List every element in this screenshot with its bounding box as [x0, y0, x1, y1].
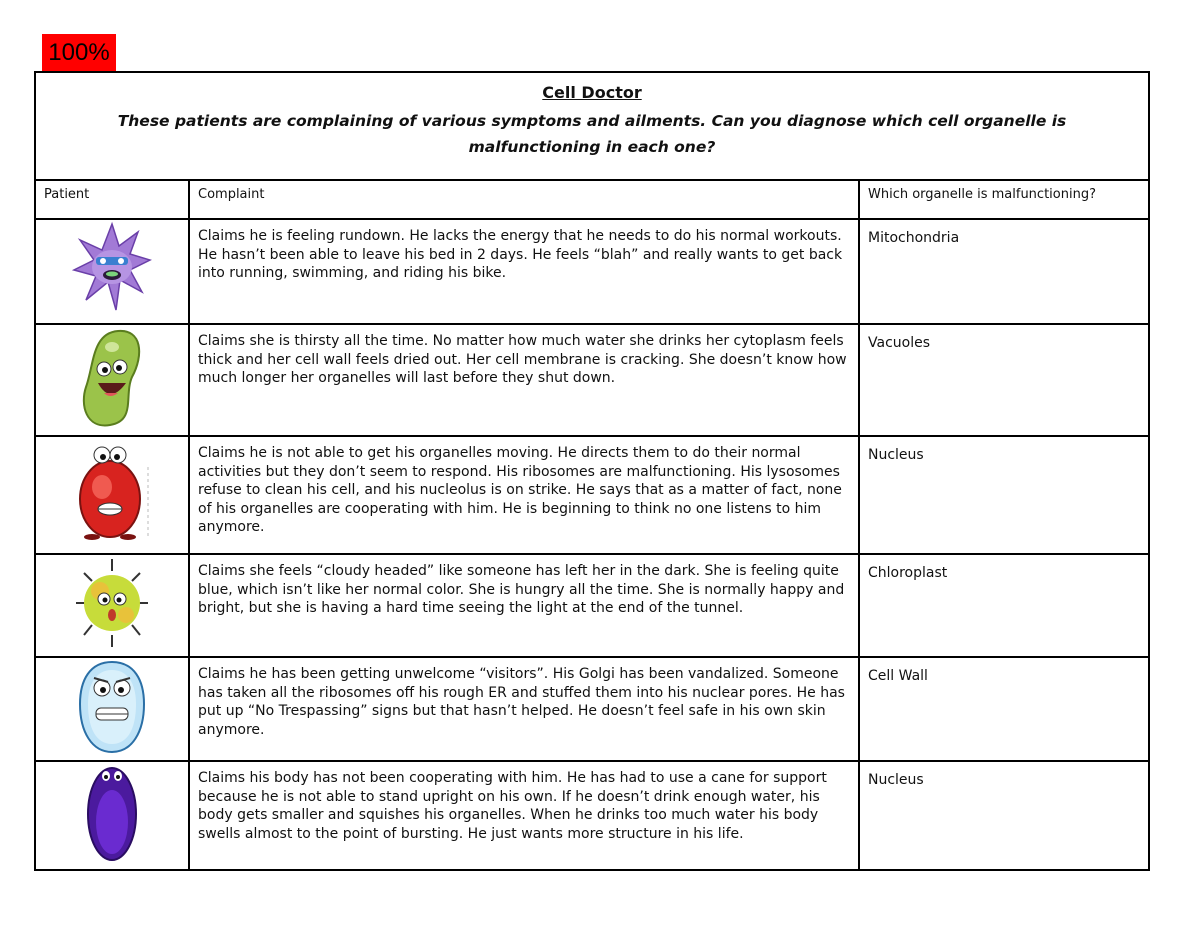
- complaint-cell: Claims he is not able to get his organelles moving. He directs them to do their normal activities but they don’t seem to respond. His ribosomes are malfunctioning. His lysosomes refuse to clean his cell, and his nucleolus is on strike. He says that as a matter of fact, none of his organelles are cooperating with him. He is beginning to think no one listens to him anymore.: [189, 436, 859, 554]
- answer-cell: Chloroplast: [859, 554, 1149, 657]
- worksheet-title: Cell Doctor: [542, 83, 642, 102]
- column-header-row: [35, 180, 1149, 219]
- patient-cell: [35, 436, 189, 554]
- column-header-patient: Patient: [35, 180, 189, 219]
- answer-cell: Mitochondria: [859, 219, 1149, 324]
- complaint-cell: Claims his body has not been cooperating with him. He has had to use a cane for support because he is not able to stand upright on his own. If he doesn’t drink enough water, his body gets smaller and squishes his organelles. When he drinks too much water his body swells almost to the point of bursting. He just wants more structure in his life.: [189, 761, 859, 870]
- purple-oval-cell-icon: [82, 762, 142, 866]
- patient-cell: [35, 554, 189, 657]
- answer-cell: Vacuoles: [859, 324, 1149, 436]
- answer-cell: Nucleus: [859, 761, 1149, 870]
- score-badge: 100%: [42, 34, 116, 72]
- red-round-cell-icon: [70, 437, 154, 547]
- complaint-cell: Claims she feels “cloudy headed” like someone has left her in the dark. She is feeling quite blue, which isn’t like her normal color. She is hungry all the time. She is normally happy and bright, but she is having a hard time seeing the light at the end of the tunnel.: [189, 554, 859, 657]
- column-header-complaint: Complaint: [189, 180, 859, 219]
- complaint-cell: Claims she is thirsty all the time. No matter how much water she drinks her cytoplasm feels thick and her cell wall feels dried out. Her cell membrane is cracking. She doesn’t know how much longer her organelles will last before they shut down.: [189, 324, 859, 436]
- table-row: [35, 324, 1149, 436]
- table-row: [35, 657, 1149, 761]
- green-bean-cell-icon: [72, 325, 152, 431]
- complaint-cell: Claims he has been getting unwelcome “visitors”. His Golgi has been vandalized. Someone has taken all the ribosomes off his rough ER and stuffed them into his nuclear pores. He has put up “No Trespassing” signs but that hasn’t helped. He doesn’t feel safe in his own skin anymore.: [189, 657, 859, 761]
- cell-doctor-table: [34, 71, 1150, 871]
- answer-cell: Nucleus: [859, 436, 1149, 554]
- purple-spiky-cell-icon: [72, 220, 152, 316]
- table-row: [35, 436, 1149, 554]
- worksheet-instructions: These patients are complaining of various symptoms and ailments. Can you diagnose which cell organelle is malfunctioning in each one?: [117, 112, 1067, 156]
- column-header-organelle: Which organelle is malfunctioning?: [859, 180, 1149, 219]
- worksheet-header: [35, 72, 1149, 180]
- table-row: [35, 554, 1149, 657]
- answer-cell: Cell Wall: [859, 657, 1149, 761]
- yellow-green-germ-icon: [70, 555, 154, 651]
- blue-angry-cell-icon: [72, 658, 152, 756]
- header-row: [35, 72, 1149, 180]
- patient-cell: [35, 324, 189, 436]
- table-row: [35, 219, 1149, 324]
- complaint-cell: Claims he is feeling rundown. He lacks the energy that he needs to do his normal workouts. He hasn’t been able to leave his bed in 2 days. He feels “blah” and really wants to get back into running, swimming, and riding his bike.: [189, 219, 859, 324]
- patient-cell: [35, 761, 189, 870]
- patient-cell: [35, 657, 189, 761]
- table-row: [35, 761, 1149, 870]
- patient-cell: [35, 219, 189, 324]
